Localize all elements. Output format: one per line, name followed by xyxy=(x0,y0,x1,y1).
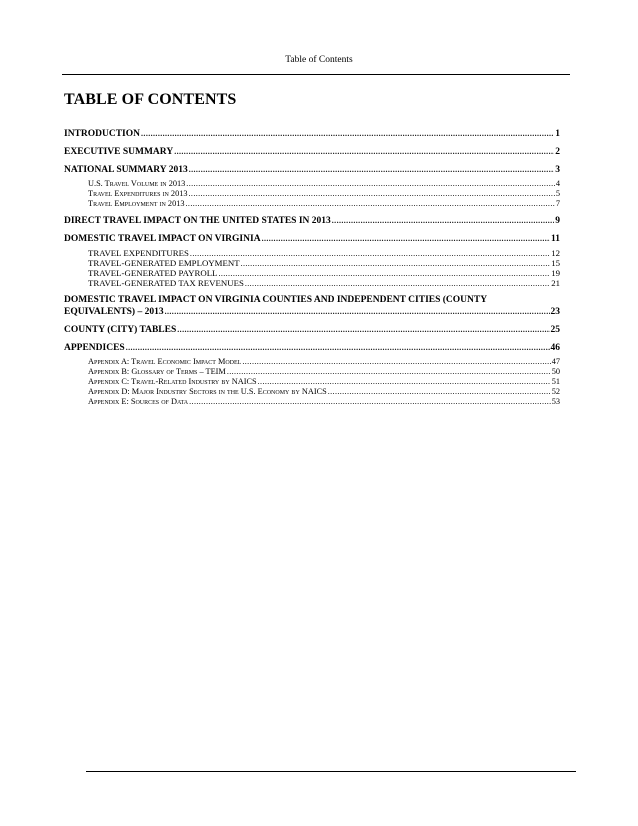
leader-dots xyxy=(328,387,551,397)
toc-entry-label: TRAVEL EXPENDITURES xyxy=(88,248,189,258)
leader-dots xyxy=(245,279,550,289)
leader-dots xyxy=(190,249,550,259)
toc-entry-page: 9 xyxy=(555,216,560,226)
toc-entry-label: TRAVEL-GENERATED PAYROLL xyxy=(88,268,218,278)
toc-entry-travel-expenditures-2013[interactable] xyxy=(64,189,560,199)
leader-dots xyxy=(189,189,555,199)
toc-entry-appendix-b[interactable] xyxy=(64,367,560,377)
toc-entry-travel-generated-tax-revenues[interactable] xyxy=(64,278,560,288)
footer-rule xyxy=(86,771,576,772)
toc-entry-page: 12 xyxy=(551,248,560,258)
leader-dots xyxy=(177,324,549,336)
toc-subgroup-national xyxy=(64,179,560,209)
toc-entry-us-travel-volume[interactable] xyxy=(64,179,560,189)
toc-entry-label: COUNTY (CITY) TABLES xyxy=(64,325,177,335)
toc-entry-label: DIRECT TRAVEL IMPACT ON THE UNITED STATES IN 2013 xyxy=(64,216,331,226)
toc-entry-label: Travel Employment in 2013 xyxy=(88,199,185,208)
toc-entry-page: 3 xyxy=(555,165,560,175)
leader-dots xyxy=(227,367,551,377)
toc-entry-label: Appendix D: Major Industry Sectors in the U.S. Economy by NAICS xyxy=(88,387,327,396)
leader-dots xyxy=(262,233,550,245)
toc-entry-page: 52 xyxy=(551,387,560,396)
toc-entry-appendix-d[interactable] xyxy=(64,387,560,397)
toc-entry-label: Appendix A: Travel Economic Impact Model xyxy=(88,357,242,366)
toc-entry-page: 46 xyxy=(550,343,560,353)
toc-entry-travel-expenditures[interactable] xyxy=(64,248,560,258)
leader-dots xyxy=(126,342,550,354)
toc-entry-appendix-a[interactable] xyxy=(64,357,560,367)
toc-entry-page: 21 xyxy=(551,278,560,288)
toc-entry-label: TRAVEL-GENERATED EMPLOYMENT xyxy=(88,258,240,268)
toc-entry-county-tables[interactable] xyxy=(64,324,560,336)
toc-entry-page: 50 xyxy=(551,367,560,376)
toc-entry-national-summary[interactable] xyxy=(64,164,560,176)
toc-entry-appendix-c[interactable] xyxy=(64,377,560,387)
toc-entry-page: 2 xyxy=(555,147,560,157)
toc-entry-travel-generated-employment[interactable] xyxy=(64,258,560,268)
toc-entry-direct-travel-impact[interactable] xyxy=(64,215,560,227)
toc-entry-label: DOMESTIC TRAVEL IMPACT ON VIRGINIA xyxy=(64,234,261,244)
toc-entry-page: 5 xyxy=(555,189,560,198)
toc-entry-label-line1: DOMESTIC TRAVEL IMPACT ON VIRGINIA COUNTIES AND INDEPENDENT CITIES (COUNTY xyxy=(64,295,488,305)
toc-entry-line2 xyxy=(64,306,560,318)
header-rule xyxy=(62,74,570,75)
leader-dots xyxy=(258,377,551,387)
toc-entry-appendix-e[interactable] xyxy=(64,397,560,407)
toc-entry-executive-summary[interactable] xyxy=(64,146,560,158)
toc-entry-label: EXECUTIVE SUMMARY xyxy=(64,147,174,157)
leader-dots xyxy=(242,357,550,367)
leader-dots xyxy=(241,259,551,269)
leader-dots xyxy=(332,215,554,227)
toc-entry-appendices[interactable] xyxy=(64,342,560,354)
toc-entry-page: 53 xyxy=(551,397,560,406)
toc-entry-introduction[interactable] xyxy=(64,128,560,140)
toc-entry-label: U.S. Travel Volume in 2013 xyxy=(88,179,186,188)
toc-entry-label: NATIONAL SUMMARY 2013 xyxy=(64,165,188,175)
toc-entry-travel-generated-payroll[interactable] xyxy=(64,268,560,278)
toc-entry-page: 19 xyxy=(551,268,560,278)
leader-dots xyxy=(218,269,550,279)
leader-dots xyxy=(189,164,555,176)
toc-entry-page: 51 xyxy=(551,377,560,386)
table-of-contents xyxy=(64,128,560,413)
toc-entry-label: Appendix B: Glossary of Terms – TEIM xyxy=(88,367,226,376)
leader-dots xyxy=(174,146,554,158)
toc-entry-domestic-travel-virginia[interactable] xyxy=(64,233,560,245)
toc-title: TABLE OF CONTENTS xyxy=(64,91,237,108)
toc-entry-page: 11 xyxy=(551,234,560,244)
toc-entry-page: 47 xyxy=(551,357,560,366)
toc-entry-page: 15 xyxy=(551,258,560,268)
toc-entry-page: 7 xyxy=(555,199,560,208)
toc-entry-travel-employment-2013[interactable] xyxy=(64,199,560,209)
toc-subgroup-appendices xyxy=(64,357,560,407)
toc-entry-label: TRAVEL-GENERATED TAX REVENUES xyxy=(88,278,244,288)
leader-dots xyxy=(165,306,550,318)
leader-dots xyxy=(186,179,555,189)
running-header: Table of Contents xyxy=(285,55,353,65)
toc-entry-page: 23 xyxy=(550,307,560,317)
toc-subgroup-virginia xyxy=(64,248,560,288)
toc-entry-label: Appendix C: Travel-Related Industry by NAICS xyxy=(88,377,257,386)
toc-entry-label-line2: EQUIVALENTS) – 2013 xyxy=(64,307,164,317)
leader-dots xyxy=(186,199,555,209)
toc-entry-label: APPENDICES xyxy=(64,343,125,353)
toc-entry-page: 1 xyxy=(555,129,560,139)
toc-entry-virginia-counties[interactable] xyxy=(64,294,560,318)
leader-dots xyxy=(189,397,551,407)
toc-entry-page: 4 xyxy=(555,179,560,188)
toc-entry-page: 25 xyxy=(550,325,560,335)
toc-entry-label: Appendix E: Sources of Data xyxy=(88,397,189,406)
toc-entry-label: INTRODUCTION xyxy=(64,129,141,139)
toc-entry-label: Travel Expenditures in 2013 xyxy=(88,189,188,198)
leader-dots xyxy=(141,128,554,140)
